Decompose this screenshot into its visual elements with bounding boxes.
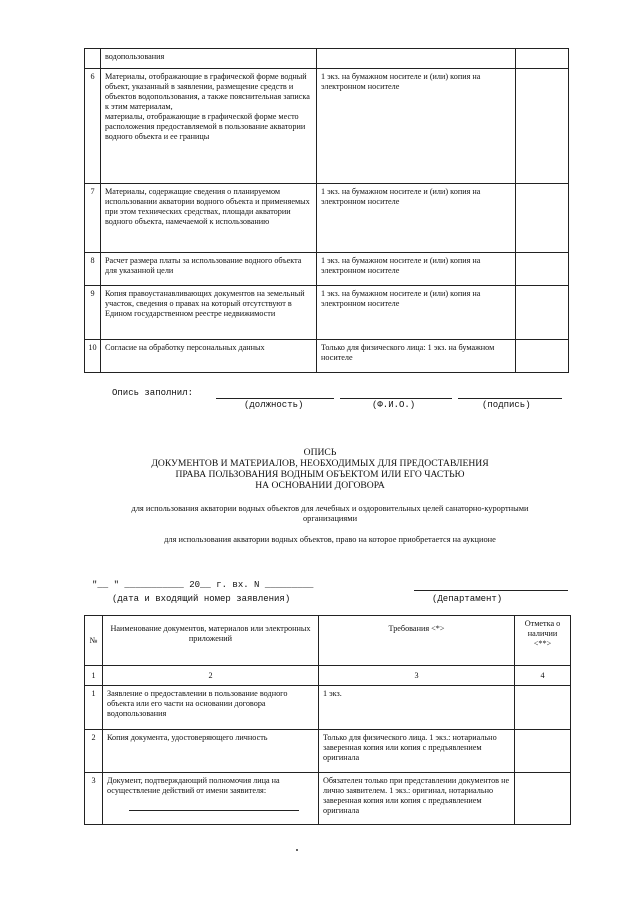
availability-mark [516, 253, 569, 286]
document-name-text: Документ, подтверждающий полномочия лица на осуществление действий от имени заявителя: [107, 776, 280, 795]
position-line[interactable] [216, 398, 334, 399]
table-row [85, 286, 569, 340]
table-row [85, 340, 569, 373]
filled-by-label: Опись заполнил: [112, 388, 194, 398]
table-row [85, 184, 569, 253]
document-name: Расчет размера платы за использование водного объекта для указанной цели [101, 253, 317, 286]
availability-mark [516, 286, 569, 340]
row-number: 6 [85, 69, 101, 184]
row-number: 10 [85, 340, 101, 373]
column-number: 4 [515, 666, 571, 686]
page-dot [296, 849, 298, 851]
document-name: водопользования [101, 49, 317, 69]
document-requirement: 1 экз. на бумажном носителе и (или) копия на электронном носителе [317, 184, 516, 253]
column-number-row [85, 666, 571, 686]
row-number: 3 [85, 773, 103, 825]
purpose-option-2[interactable]: для использования акватории водных объектов, право на которое приобретается на аукционе [164, 535, 496, 544]
header-requirements: Требования <*> [319, 616, 515, 666]
purpose-option-1-line-1: для использования акватории водных объектов для лечебных и оздоровительных целей санаторно-курортными [131, 504, 529, 513]
document-name: Заявление о предоставлении в пользование водного объекта или его части на основании договора водопользования [103, 686, 319, 730]
table-row [85, 49, 569, 69]
header-document-name: Наименование документов, материалов или электронных приложений [103, 616, 319, 666]
document-name: Копия правоустанавливающих документов на земельный участок, сведения о правах на который отсутствуют в Едином государственном реестре недвижимости [101, 286, 317, 340]
row-number: 8 [85, 253, 101, 286]
row-number: 9 [85, 286, 101, 340]
document-requirement: 1 экз. на бумажном носителе и (или) копия на электронном носителе [317, 253, 516, 286]
document-requirement: 1 экз. [319, 686, 515, 730]
table-header-row [85, 616, 571, 666]
document-requirement: Только для физического лица: 1 экз. на бумажном носителе [317, 340, 516, 373]
document-name: Материалы, отображающие в графической форме водный объект, указанный в заявлении, размещение средств и объектов водопользования, а также пояснительная записка к этим материалам, материалы, отображающие в графической форме место расположения предоставляемой в пользование акватории водного объекта и ее границы [101, 69, 317, 184]
table-row [85, 69, 569, 184]
table-row [85, 730, 571, 773]
heading-line-4: НА ОСНОВАНИИ ДОГОВОРА [255, 480, 385, 491]
document-name [103, 773, 319, 825]
document-requirement: 1 экз. на бумажном носителе и (или) копия на электронном носителе [317, 286, 516, 340]
fio-line[interactable] [340, 398, 452, 399]
row-number: 1 [85, 686, 103, 730]
column-number: 2 [103, 666, 319, 686]
application-date-caption: (дата и входящий номер заявления) [112, 594, 291, 604]
purpose-option-1-line-2: организациями [302, 514, 358, 523]
availability-mark [516, 69, 569, 184]
availability-mark [516, 49, 569, 69]
availability-mark[interactable] [515, 686, 571, 730]
signature-line[interactable] [458, 398, 562, 399]
header-availability-mark: Отметка о наличии <**> [515, 616, 571, 666]
document-requirement: Обязателен только при представлении документов не лично заявителем. 1 экз.: оригинал, нотариально заверенная копия или копия с предъявлением оригинала [319, 773, 515, 825]
document-requirement: 1 экз. на бумажном носителе и (или) копия на электронном носителе [317, 69, 516, 184]
fio-caption: (Ф.И.О.) [372, 400, 416, 410]
row-number: 7 [85, 184, 101, 253]
column-number: 1 [85, 666, 103, 686]
document-requirement: Только для физического лица. 1 экз.: нотариально заверенная копия или копия с предъявлением оригинала [319, 730, 515, 773]
row-number [85, 49, 101, 69]
purpose-option-1[interactable] [90, 504, 570, 524]
column-number: 3 [319, 666, 515, 686]
department-caption: (Департамент) [432, 594, 503, 604]
header-number: № [85, 616, 103, 666]
position-caption: (должность) [244, 400, 304, 410]
documents-table-continued [84, 48, 569, 373]
department-line[interactable] [414, 590, 568, 591]
documents-table [84, 615, 571, 825]
document-name: Материалы, содержащие сведения о планируемом использовании акватории водного объекта и применяемых при этом технических средствах, площади акватории водного объекта, намечаемой к использованию [101, 184, 317, 253]
table-row [85, 253, 569, 286]
document-requirement [317, 49, 516, 69]
application-date-number[interactable]: "__ " ___________ 20__ г. вх. N _________ [92, 580, 314, 590]
availability-mark[interactable] [515, 773, 571, 825]
authority-blank-line[interactable] [129, 810, 299, 811]
heading-line-1: ОПИСЬ [303, 447, 337, 458]
table-row [85, 686, 571, 730]
heading-line-3: ПРАВА ПОЛЬЗОВАНИЯ ВОДНЫМ ОБЪЕКТОМ ИЛИ ЕГО ЧАСТЬЮ [175, 469, 465, 480]
availability-mark[interactable] [515, 730, 571, 773]
signature-caption: (подпись) [482, 400, 531, 410]
availability-mark [516, 340, 569, 373]
heading-line-2: ДОКУМЕНТОВ И МАТЕРИАЛОВ, НЕОБХОДИМЫХ ДЛЯ ПРЕДОСТАВЛЕНИЯ [151, 458, 489, 469]
availability-mark [516, 184, 569, 253]
document-name: Согласие на обработку персональных данных [101, 340, 317, 373]
table-row [85, 773, 571, 825]
row-number: 2 [85, 730, 103, 773]
document-name: Копия документа, удостоверяющего личность [103, 730, 319, 773]
